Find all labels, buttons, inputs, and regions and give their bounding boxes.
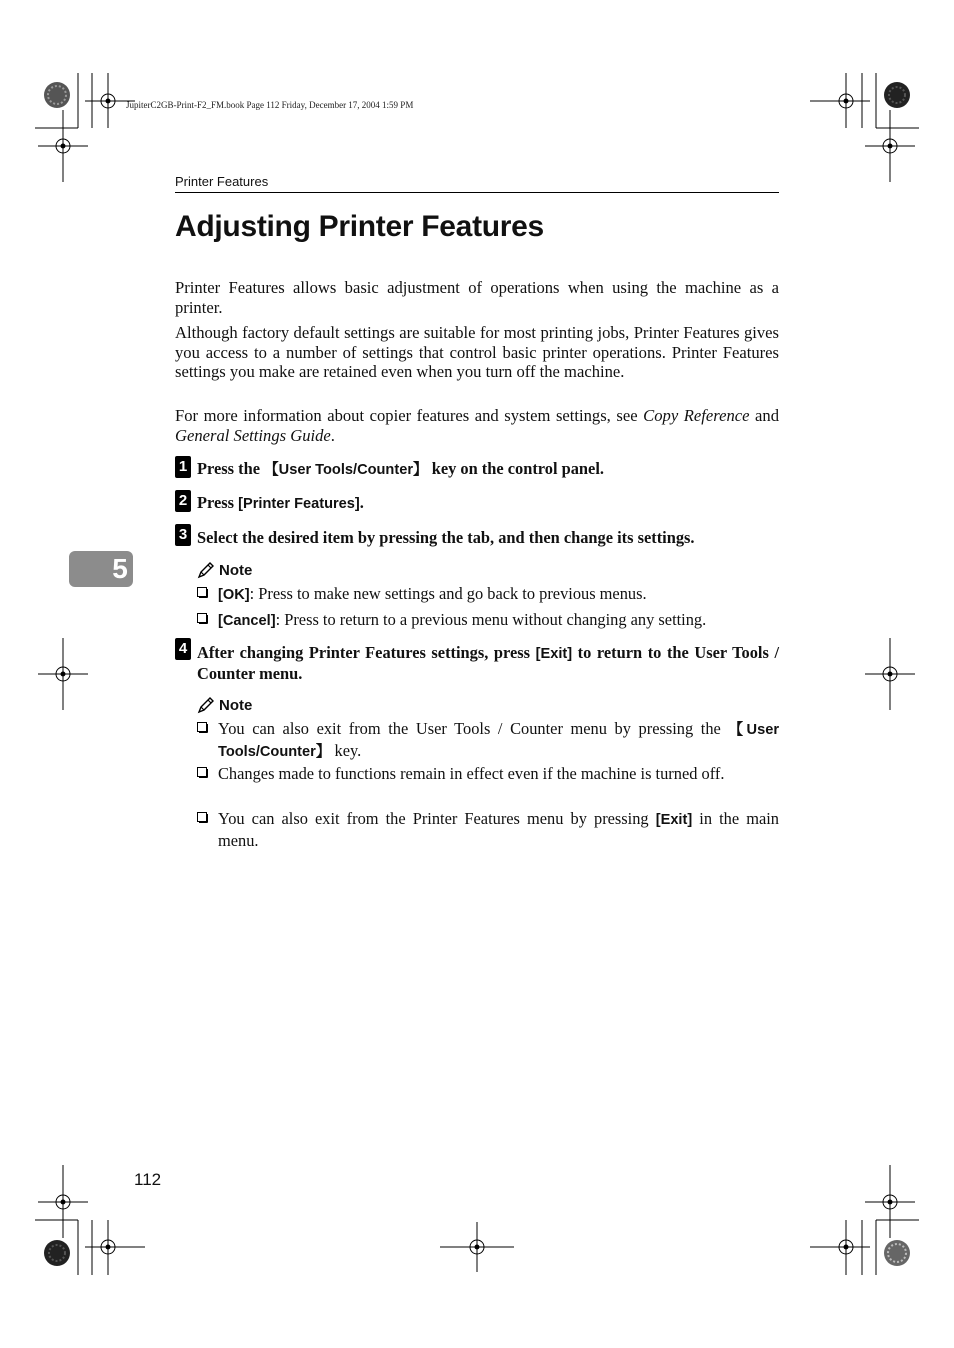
step-text: Select the desired item by pressing the tab, and then change its settings. <box>197 528 695 547</box>
note-text: : Press to make new settings and go back to previous menus. <box>249 584 647 603</box>
step-number: 4 <box>175 638 191 660</box>
note-item <box>197 764 779 784</box>
copy-reference-title: Copy Reference <box>643 406 750 425</box>
note-text: You can also exit from the Printer Features menu by pressing <box>218 809 656 828</box>
step-text: After changing Printer Features settings, press <box>197 643 536 662</box>
user-tools-counter-key: 【User Tools/Counter】 <box>264 462 428 478</box>
step-2 <box>175 490 779 514</box>
pencil-icon <box>197 561 215 579</box>
running-header: Printer Features <box>175 174 269 189</box>
step-text: . <box>359 493 364 512</box>
pencil-icon <box>197 696 215 714</box>
checkbox-bullet-icon <box>197 613 208 624</box>
user-tools-counter-key: 【User Tools/Counter】 <box>218 722 779 760</box>
more-info-text: For more information about copier features and system settings, see <box>175 406 644 425</box>
defaults-paragraph: Although factory default settings are suitable for most printing jobs, Printer Features gives you access to a number of settings that control basic printer operations. Printer Features settings you make are retained even when you turn off the machine. <box>175 323 779 381</box>
note-text: You can also exit from the User Tools / Counter menu by pressing the <box>218 719 729 738</box>
page-number: 112 <box>134 1170 162 1189</box>
note-text: key. <box>330 740 362 760</box>
step-number: 1 <box>175 456 191 478</box>
chapter-number: 5 <box>112 553 128 584</box>
note-label: Note <box>219 561 253 579</box>
step-text: to return to the User Tools / Counter menu. <box>197 643 779 683</box>
book-info: JupiterC2GB-Print-F2_FM.book Page 112 Friday, December 17, 2004 1:59 PM <box>126 100 414 110</box>
step-1 <box>175 456 779 480</box>
more-info-period: . <box>330 425 335 445</box>
step-text: Press <box>197 493 239 512</box>
more-info-paragraph <box>175 406 779 445</box>
checkbox-bullet-icon <box>197 587 208 598</box>
step-text: Press the <box>197 459 265 478</box>
ok-key: [OK] <box>218 587 250 603</box>
note-item <box>197 809 779 850</box>
printer-features-key: [Printer Features] <box>238 496 360 512</box>
note-item <box>197 584 779 606</box>
step-3 <box>175 524 779 548</box>
intro-paragraph: Printer Features allows basic adjustment of operations when using the machine as a printer. <box>175 278 779 317</box>
note-label: Note <box>219 696 253 714</box>
step-4 <box>175 638 779 684</box>
note-text: in the main menu. <box>218 809 780 850</box>
more-info-and: and <box>749 406 780 425</box>
note-item <box>197 719 779 762</box>
exit-key: [Exit] <box>655 812 693 828</box>
page-title: Adjusting Printer Features <box>175 210 544 243</box>
general-settings-title: General Settings Guide <box>175 425 331 445</box>
checkbox-bullet-icon <box>197 767 208 778</box>
header-rule <box>175 192 779 193</box>
note-heading <box>197 561 252 579</box>
cancel-key: [Cancel] <box>218 613 276 629</box>
note-heading <box>197 696 252 714</box>
step-number: 3 <box>175 524 191 546</box>
checkbox-bullet-icon <box>197 722 208 733</box>
note-text: : Press to return to a previous menu without changing any setting. <box>275 610 707 629</box>
checkbox-bullet-icon <box>197 812 208 823</box>
note-text: Changes made to functions remain in effect even if the machine is turned off. <box>218 764 725 783</box>
step-number: 2 <box>175 490 191 512</box>
note-item <box>197 610 779 632</box>
exit-key: [Exit] <box>535 646 573 662</box>
step-text: key on the control panel. <box>427 459 604 478</box>
